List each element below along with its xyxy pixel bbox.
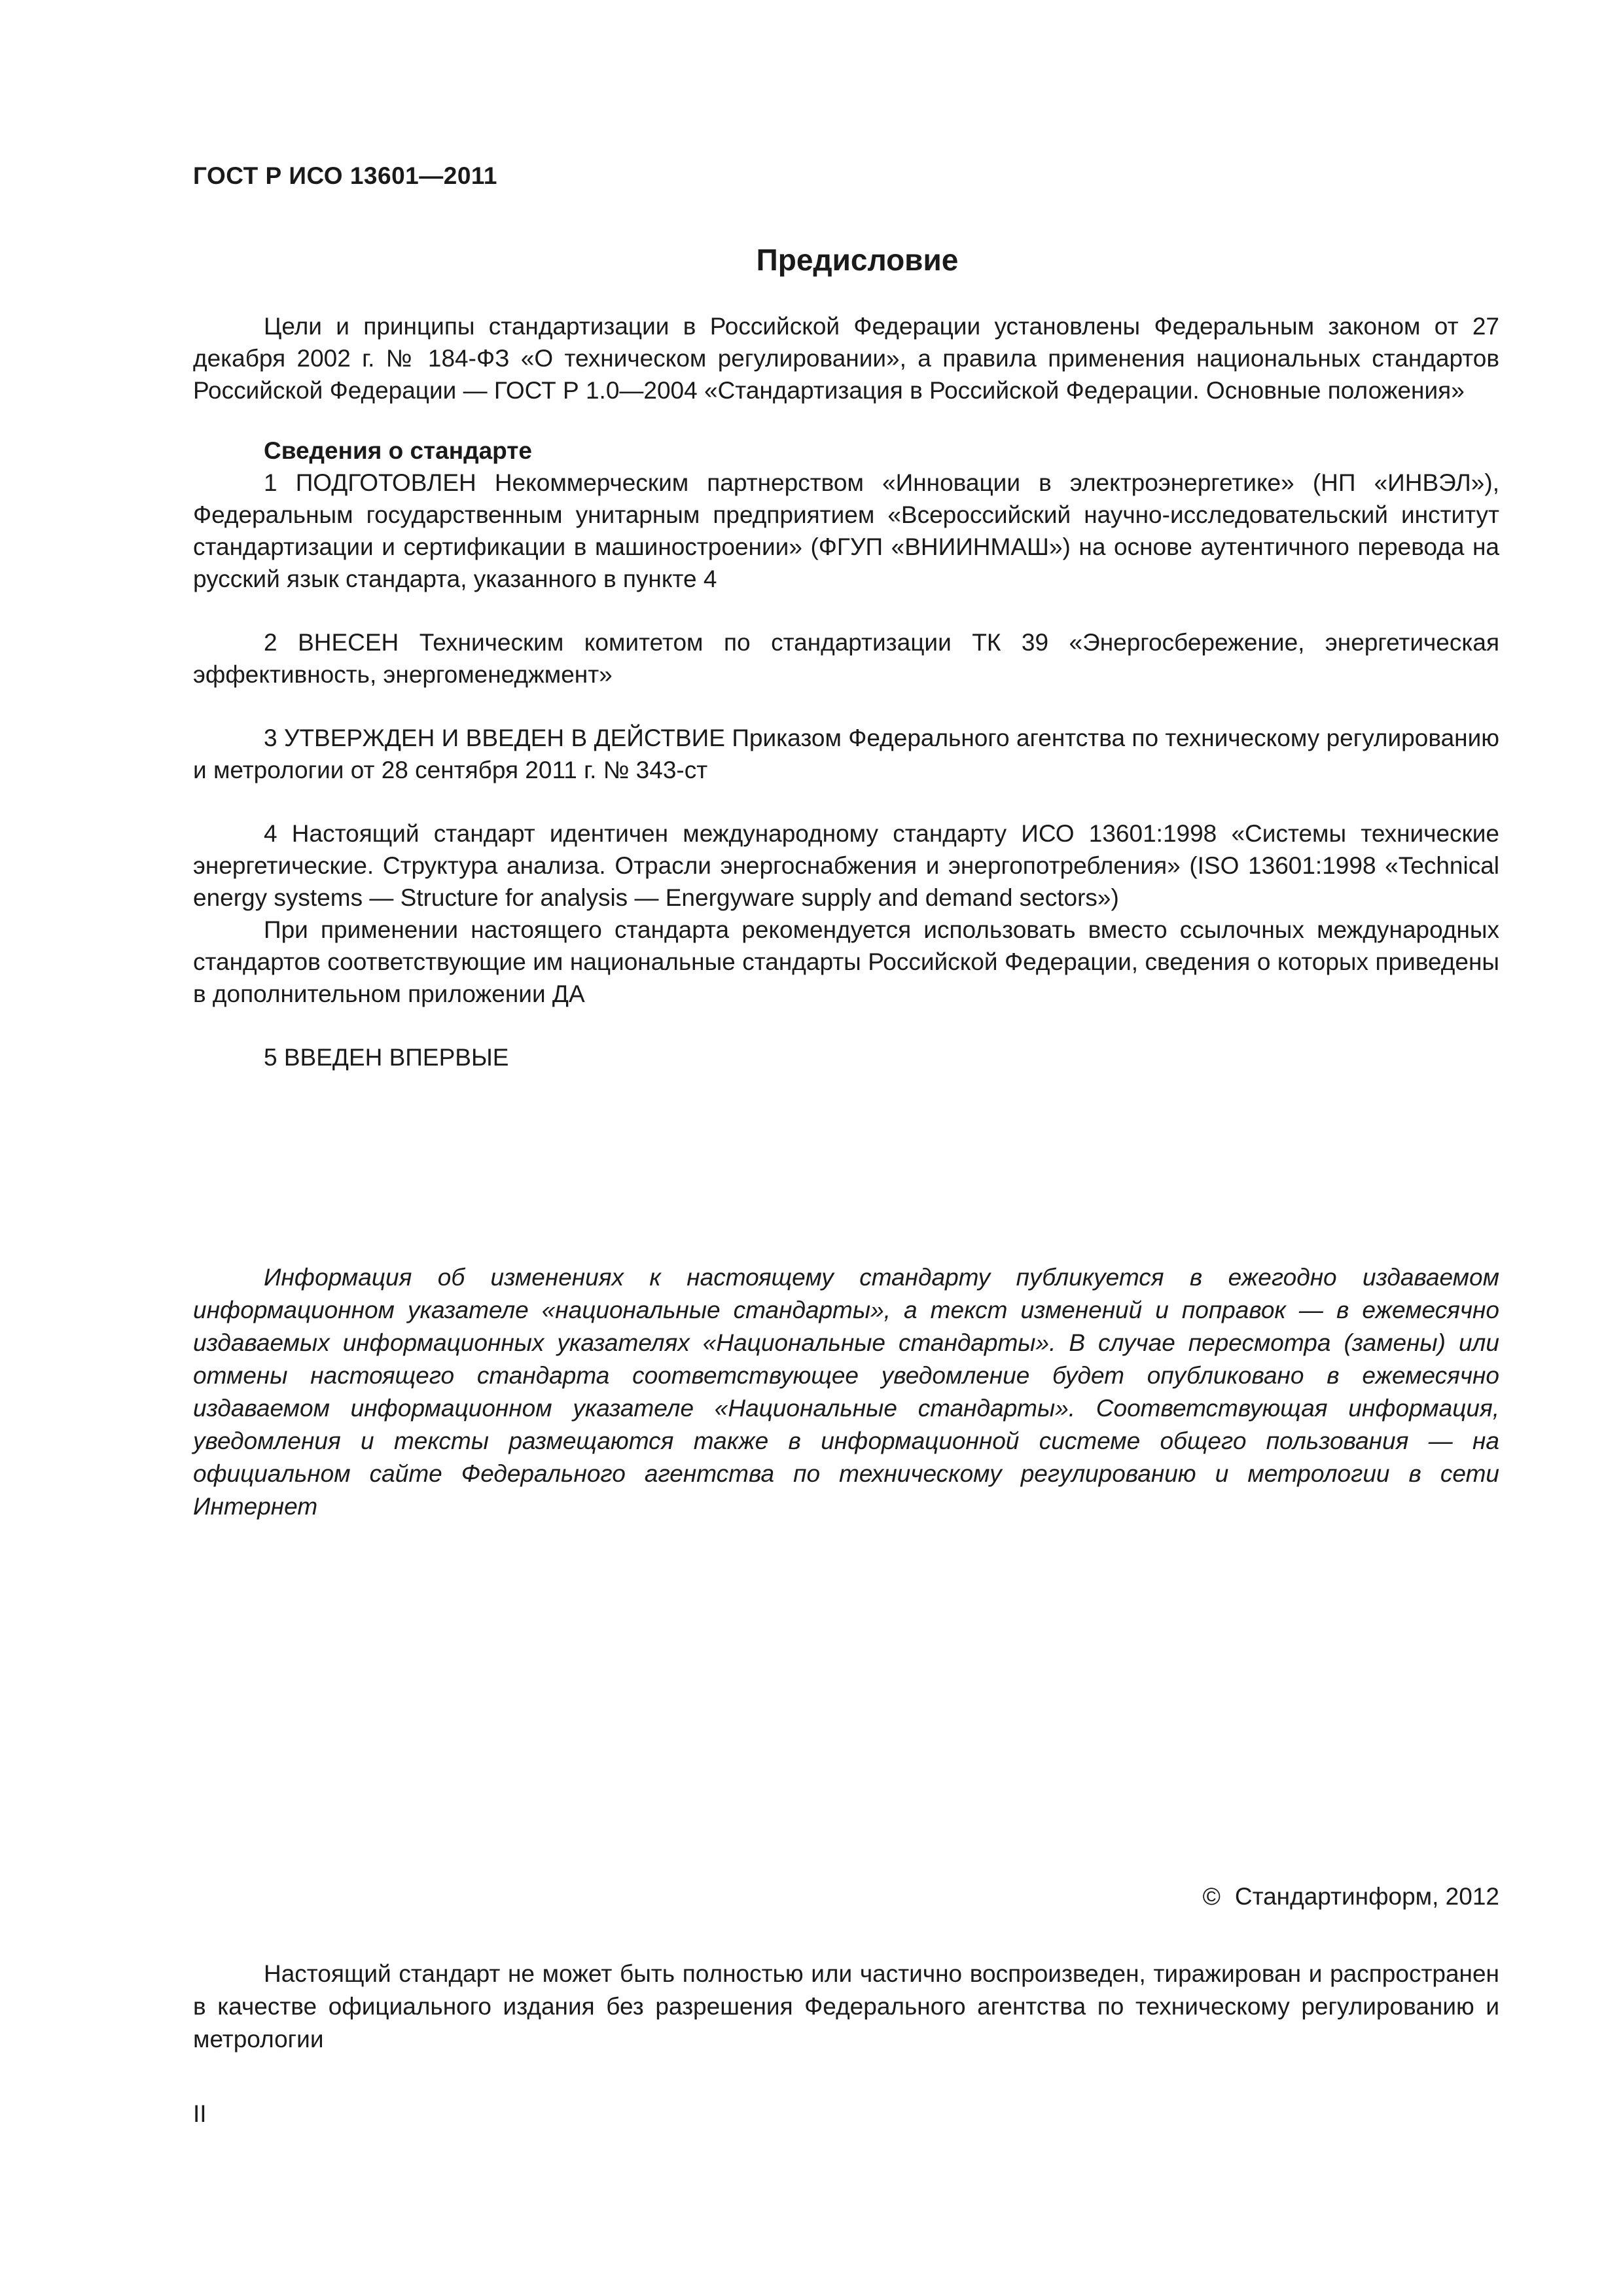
copyright-line [1203, 1883, 1499, 1910]
standard-info-item-3: 3 УТВЕРЖДЕН И ВВЕДЕН В ДЕЙСТВИЕ Приказом Федерального агентства по техническому регулированию и метрологии от 28 сентября 2011 г. № 343-ст [193, 725, 1499, 783]
standard-info-item-1: 1 ПОДГОТОВЛЕН Некоммерческим партнерством «Инновации в электроэнергетике» (НП «ИНВЭЛ»), Федеральным государственным унитарным предприятием «Всероссийский научно-исследовательский институт стандартизации и сертификации в машиностроении» (ФГУП «ВНИИНМАШ») на основе аутентичного перевода на русский язык стандарта, указанного в пункте 4 [193, 469, 1499, 592]
reproduction-notice: Настоящий стандарт не может быть полностью или частично воспроизведен, тиражирован и распространен в качестве официального издания без разрешения Федерального агентства по техническому регулированию и метрологии [193, 1960, 1499, 2053]
copyright-text: Стандартинформ, 2012 [1234, 1883, 1499, 1910]
standard-info-item-5: 5 ВВЕДЕН ВПЕРВЫЕ [264, 1044, 509, 1071]
standard-info-item-2: 2 ВНЕСЕН Техническим комитетом по стандартизации ТК 39 «Энергосбережение, энергетическая эффективность, энергоменеджмент» [193, 629, 1499, 688]
page-title: Предисловие [756, 243, 959, 277]
copyright-symbol: © [1202, 1883, 1221, 1910]
preface-content [193, 310, 1499, 1105]
page-number: II [193, 2100, 207, 2127]
standard-info-heading: Сведения о стандарте [264, 437, 532, 464]
document-code: ГОСТ Р ИСО 13601—2011 [193, 162, 498, 189]
standard-info-item-4-note: При применении настоящего стандарта рекомендуется использовать вместо ссылочных международных стандартов соответствующие им национальные стандарты Российской Федерации, сведения о которых приведены в дополнительном приложении ДА [193, 916, 1499, 1007]
change-info-paragraph: Информация об изменениях к настоящему стандарту публикуется в ежегодно издаваемом информационном указателе «национальные стандарты», а текст изменений и поправок — в ежемесячно издаваемых информационных указателях «Национальные стандарты». В случае пересмотра (замены) или отмены настоящего стандарта соответствующее уведомление будет опубликовано в ежемесячно издаваемом информационном указателе «Национальные стандарты». Соответствующая информация, уведомления и тексты размещаются также в информационной системе общего пользования — на официальном сайте Федерального агентства по техническому регулированию и метрологии в сети Интернет [193, 1264, 1499, 1520]
intro-paragraph: Цели и принципы стандартизации в Российской Федерации установлены Федеральным законом от 27 декабря 2002 г. № 184-ФЗ «О техническом регулировании», а правила применения национальных стандартов Российской Федерации — ГОСТ Р 1.0—2004 «Стандартизация в Российской Федерации. Основные положения» [193, 313, 1499, 404]
standard-info-item-4: 4 Настоящий стандарт идентичен международному стандарту ИСО 13601:1998 «Системы технические энергетические. Структура анализа. Отрасли энергоснабжения и энергопотребления» (ISO 13601:1998 «Technical energy systems — Structure for analysis — Energyware supply and demand sectors») [193, 820, 1499, 911]
